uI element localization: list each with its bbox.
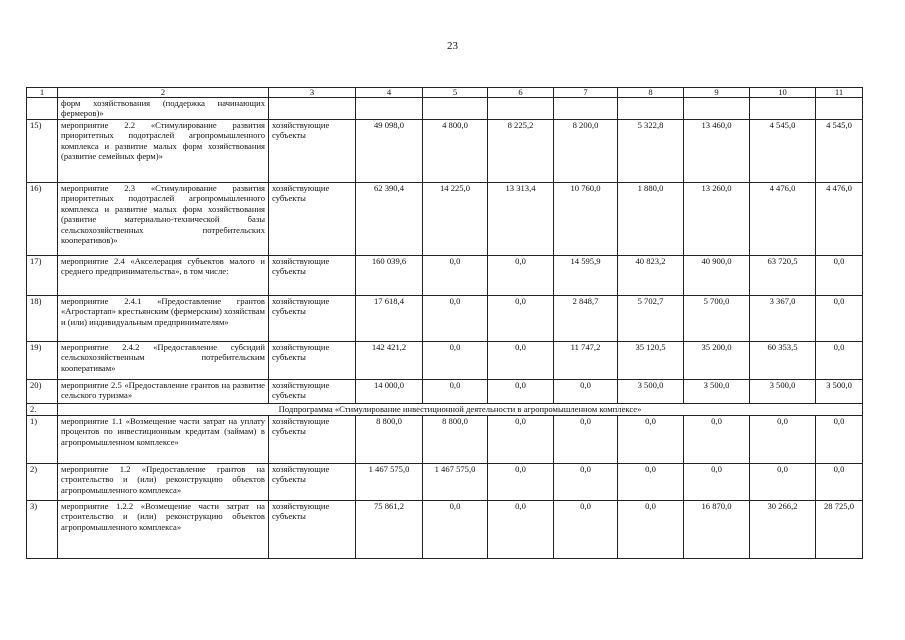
value-cell: 8 800,0 bbox=[356, 416, 423, 464]
row-number: 1) bbox=[27, 416, 58, 464]
value-cell: 0,0 bbox=[423, 296, 488, 342]
executor bbox=[269, 98, 356, 120]
header-cell: 10 bbox=[750, 88, 816, 98]
table-row bbox=[27, 183, 863, 256]
table-row bbox=[27, 120, 863, 183]
value-cell: 0,0 bbox=[750, 464, 816, 501]
value-cell: 0,0 bbox=[488, 416, 554, 464]
value-cell bbox=[618, 98, 684, 120]
executor: хозяйствующие субъекты bbox=[269, 501, 356, 559]
value-cell: 28 725,0 bbox=[816, 501, 863, 559]
activity-name: форм хозяйствования (поддержка начинающих фермеров)» bbox=[58, 98, 269, 120]
value-cell: 0,0 bbox=[423, 256, 488, 296]
table-row bbox=[27, 98, 863, 120]
header-cell: 1 bbox=[27, 88, 58, 98]
header-cell: 5 bbox=[423, 88, 488, 98]
value-cell: 4 476,0 bbox=[816, 183, 863, 256]
row-number: 17) bbox=[27, 256, 58, 296]
value-cell: 0,0 bbox=[554, 380, 618, 404]
value-cell: 10 760,0 bbox=[554, 183, 618, 256]
header-cell: 8 bbox=[618, 88, 684, 98]
value-cell bbox=[488, 98, 554, 120]
value-cell: 5 700,0 bbox=[684, 296, 750, 342]
row-number: 19) bbox=[27, 342, 58, 380]
row-number: 2) bbox=[27, 464, 58, 501]
value-cell: 4 545,0 bbox=[816, 120, 863, 183]
executor: хозяйствующие субъекты bbox=[269, 416, 356, 464]
value-cell: 3 500,0 bbox=[816, 380, 863, 404]
value-cell: 0,0 bbox=[423, 501, 488, 559]
value-cell: 5 322,8 bbox=[618, 120, 684, 183]
value-cell: 8 200,0 bbox=[554, 120, 618, 183]
table-row bbox=[27, 296, 863, 342]
value-cell: 13 260,0 bbox=[684, 183, 750, 256]
row-number: 20) bbox=[27, 380, 58, 404]
header-cell: 6 bbox=[488, 88, 554, 98]
row-number: 3) bbox=[27, 501, 58, 559]
executor: хозяйствующие субъекты bbox=[269, 342, 356, 380]
header-cell: 4 bbox=[356, 88, 423, 98]
value-cell: 5 702,7 bbox=[618, 296, 684, 342]
activity-name: мероприятие 2.4 «Акселерация субъектов малого и среднего предпринимательства», в том числе: bbox=[58, 256, 269, 296]
executor: хозяйствующие субъекты bbox=[269, 120, 356, 183]
header-cell: 9 bbox=[684, 88, 750, 98]
value-cell: 1 467 575,0 bbox=[356, 464, 423, 501]
value-cell: 2 848,7 bbox=[554, 296, 618, 342]
row-number: 16) bbox=[27, 183, 58, 256]
value-cell: 0,0 bbox=[488, 501, 554, 559]
value-cell: 0,0 bbox=[423, 380, 488, 404]
value-cell bbox=[750, 98, 816, 120]
row-number bbox=[27, 98, 58, 120]
subprogram-number: 2. bbox=[27, 404, 58, 416]
value-cell: 0,0 bbox=[684, 416, 750, 464]
header-cell: 7 bbox=[554, 88, 618, 98]
value-cell: 0,0 bbox=[816, 464, 863, 501]
value-cell: 3 367,0 bbox=[750, 296, 816, 342]
subprogram-title: Подпрограмма «Стимулирование инвестиционной деятельности в агропромышленном комплексе» bbox=[58, 404, 863, 416]
activity-name: мероприятие 2.3 «Стимулирование развития приоритетных подотраслей агропромышленного комплекса и развитие малых форм хозяйствования (развитие материально-технической базы сельскохозяйственных потребительских кооперативов)» bbox=[58, 183, 269, 256]
value-cell: 0,0 bbox=[618, 416, 684, 464]
value-cell: 0,0 bbox=[423, 342, 488, 380]
value-cell: 0,0 bbox=[488, 380, 554, 404]
value-cell: 60 353,5 bbox=[750, 342, 816, 380]
value-cell: 0,0 bbox=[488, 342, 554, 380]
table-row bbox=[27, 380, 863, 404]
value-cell: 13 313,4 bbox=[488, 183, 554, 256]
value-cell: 4 800,0 bbox=[423, 120, 488, 183]
row-number: 18) bbox=[27, 296, 58, 342]
program-table bbox=[26, 87, 863, 559]
value-cell: 0,0 bbox=[816, 342, 863, 380]
value-cell: 0,0 bbox=[816, 296, 863, 342]
value-cell: 0,0 bbox=[618, 464, 684, 501]
activity-name: мероприятие 1.1 «Возмещение части затрат на уплату процентов по инвестиционным кредитам (займам) в агропромышленном комплексе» bbox=[58, 416, 269, 464]
header-row bbox=[27, 88, 863, 98]
table-row bbox=[27, 464, 863, 501]
subprogram-row bbox=[27, 404, 863, 416]
activity-name: мероприятие 2.2 «Стимулирование развития приоритетных подотраслей агропромышленного комплекса и развитие малых форм хозяйствования (развитие семейных ферм)» bbox=[58, 120, 269, 183]
activity-name: мероприятие 2.4.2 «Предоставление субсидий сельскохозяйственным потребительским кооперативам» bbox=[58, 342, 269, 380]
value-cell: 0,0 bbox=[554, 501, 618, 559]
value-cell bbox=[554, 98, 618, 120]
table-row bbox=[27, 501, 863, 559]
value-cell: 1 467 575,0 bbox=[423, 464, 488, 501]
header-cell: 11 bbox=[816, 88, 863, 98]
value-cell: 160 039,6 bbox=[356, 256, 423, 296]
value-cell: 3 500,0 bbox=[618, 380, 684, 404]
executor: хозяйствующие субъекты bbox=[269, 296, 356, 342]
value-cell: 63 720,5 bbox=[750, 256, 816, 296]
value-cell bbox=[423, 98, 488, 120]
value-cell: 14 225,0 bbox=[423, 183, 488, 256]
value-cell: 14 000,0 bbox=[356, 380, 423, 404]
value-cell: 75 861,2 bbox=[356, 501, 423, 559]
activity-name: мероприятие 1.2.2 «Возмещение части затрат на строительство и (или) реконструкцию объектов агропромышленного комплекса» bbox=[58, 501, 269, 559]
value-cell: 0,0 bbox=[554, 464, 618, 501]
value-cell: 16 870,0 bbox=[684, 501, 750, 559]
value-cell: 62 390,4 bbox=[356, 183, 423, 256]
value-cell: 4 545,0 bbox=[750, 120, 816, 183]
value-cell bbox=[816, 98, 863, 120]
value-cell: 0,0 bbox=[554, 416, 618, 464]
value-cell: 8 225,2 bbox=[488, 120, 554, 183]
value-cell: 17 618,4 bbox=[356, 296, 423, 342]
value-cell: 13 460,0 bbox=[684, 120, 750, 183]
value-cell: 30 266,2 bbox=[750, 501, 816, 559]
value-cell: 35 120,5 bbox=[618, 342, 684, 380]
executor: хозяйствующие субъекты bbox=[269, 380, 356, 404]
value-cell: 40 823,2 bbox=[618, 256, 684, 296]
table-row bbox=[27, 256, 863, 296]
table-row bbox=[27, 416, 863, 464]
value-cell: 142 421,2 bbox=[356, 342, 423, 380]
value-cell: 35 200,0 bbox=[684, 342, 750, 380]
value-cell: 0,0 bbox=[816, 256, 863, 296]
activity-name: мероприятие 1.2 «Предоставление грантов на строительство и (или) реконструкцию объектов агропромышленного комплекса» bbox=[58, 464, 269, 501]
value-cell: 3 500,0 bbox=[684, 380, 750, 404]
executor: хозяйствующие субъекты bbox=[269, 256, 356, 296]
value-cell: 0,0 bbox=[816, 416, 863, 464]
value-cell: 4 476,0 bbox=[750, 183, 816, 256]
table-row bbox=[27, 342, 863, 380]
value-cell: 14 595,9 bbox=[554, 256, 618, 296]
value-cell: 0,0 bbox=[618, 501, 684, 559]
row-number: 15) bbox=[27, 120, 58, 183]
header-cell: 2 bbox=[58, 88, 269, 98]
value-cell: 0,0 bbox=[488, 256, 554, 296]
activity-name: мероприятие 2.5 «Предоставление грантов на развитие сельского туризма» bbox=[58, 380, 269, 404]
executor: хозяйствующие субъекты bbox=[269, 183, 356, 256]
value-cell bbox=[684, 98, 750, 120]
value-cell: 49 098,0 bbox=[356, 120, 423, 183]
activity-name: мероприятие 2.4.1 «Предоставление грантов «Агростартап» крестьянским (фермерским) хозяйствам и (или) индивидуальным предпринимателям» bbox=[58, 296, 269, 342]
value-cell: 0,0 bbox=[488, 464, 554, 501]
page-number: 23 bbox=[447, 40, 458, 52]
value-cell: 8 800,0 bbox=[423, 416, 488, 464]
value-cell: 1 880,0 bbox=[618, 183, 684, 256]
header-cell: 3 bbox=[269, 88, 356, 98]
value-cell: 11 747,2 bbox=[554, 342, 618, 380]
value-cell: 0,0 bbox=[488, 296, 554, 342]
value-cell: 0,0 bbox=[684, 464, 750, 501]
value-cell: 40 900,0 bbox=[684, 256, 750, 296]
value-cell bbox=[356, 98, 423, 120]
value-cell: 0,0 bbox=[750, 416, 816, 464]
value-cell: 3 500,0 bbox=[750, 380, 816, 404]
executor: хозяйствующие субъекты bbox=[269, 464, 356, 501]
